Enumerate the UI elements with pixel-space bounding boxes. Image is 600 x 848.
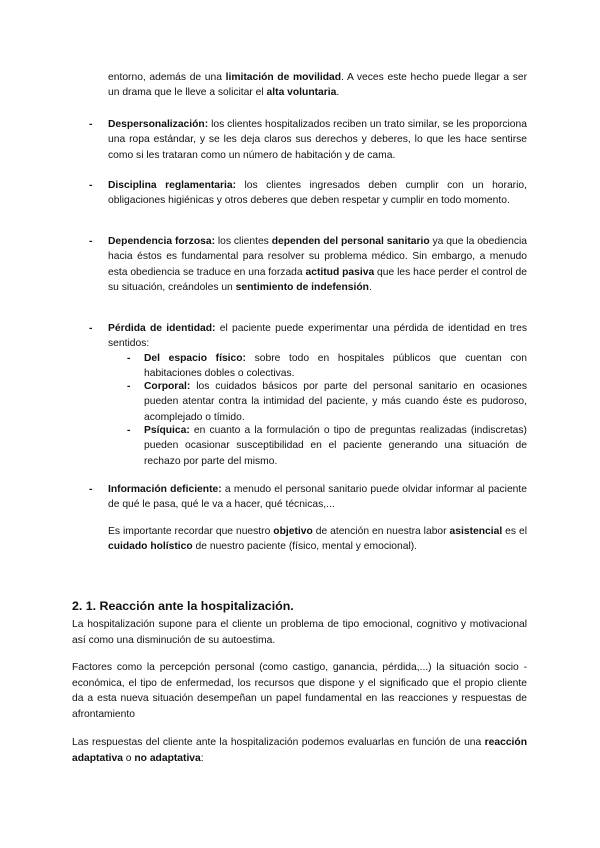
term-label: Del espacio físico: [144,353,246,364]
bullet-marker: - [89,484,93,495]
section-paragraph-2: Factores como la percepción personal (como castigo, ganancia, pérdida,...) la situación socio - económica, el tipo de enfermedad, los recursos que dispone y el significado que el propio cliente da a esta nueva situación desempeñan un papel fundamental en las reacciones y respuestas de afrontamiento [72,662,527,720]
section-paragraph-1: La hospitalización supone para el cliente un problema de tipo emocional, cognitivo y motivacional así como una disminución de su autoestima. [72,619,527,646]
sub-item-espacio-fisico: Del espacio físico: sobre todo en hospitales públicos que cuentan con habitaciones dobles o colectivas. [144,353,527,380]
section-heading: 2. 1. Reacción ante la hospitalización. [72,599,294,613]
item-informacion: Información deficiente: a menudo el personal sanitario puede olvidar informar al paciente de qué le pasa, qué le va a hacer, qué técnicas,... [108,484,528,511]
sub-bullet-marker: - [127,425,131,436]
bullet-marker: - [89,236,93,247]
section-paragraph-3: Las respuestas del cliente ante la hospitalización podemos evaluarlas en función de una reacción adaptativa o no adaptativa: [72,737,527,764]
bullet-marker: - [89,119,93,130]
term-label: Disciplina reglamentaria: [108,180,237,191]
intro-paragraph: entorno, además de una limitación de movilidad. A veces este hecho puede llegar a ser un drama que le lleve a solicitar el alta voluntaria. [108,72,527,99]
objetivo-paragraph: Es importante recordar que nuestro objetivo de atención en nuestra labor asistencial es el cuidado holístico de nuestro paciente (físico, mental y emocional). [108,526,527,553]
item-dependencia: Dependencia forzosa: los clientes dependen del personal sanitario ya que la obediencia hacia éstos es fundamental para resolver su problema médico. Sin embargo, a menudo esta obediencia se traduce en una forzada actitud pasiva que les hace perder el control de su situación, creándoles un sentimiento de indefensión. [108,236,528,293]
term-label: Dependencia forzosa: [108,236,216,247]
item-perdida: Pérdida de identidad: el paciente puede experimentar una pérdida de identidad en tres sentidos: [108,323,527,350]
sub-bullet-marker: - [127,381,131,392]
sub-item-psiquica: Psíquica: en cuanto a la formulación o tipo de preguntas realizadas (indiscretas) pueden ocasionar susceptibilidad en el paciente generando una situación de rechazo por parte del mismo. [144,425,527,467]
term-label: Despersonalización: [108,119,209,130]
term-label: Información deficiente: [108,484,222,495]
bullet-marker: - [89,180,93,191]
item-despersonalizacion: Despersonalización: los clientes hospitalizados reciben un trato similar, se les proporciona una ropa estándar, y se les deja claros sus derechos y deberes, lo que les hace sentirse como si les trataran como un número de habitación y de cama. [108,119,527,161]
bullet-marker: - [89,323,93,334]
item-disciplina: Disciplina reglamentaria: los clientes ingresados deben cumplir con un horario, obligaciones higiénicas y otros deberes que deben respetar y cumplir en todo momento. [108,180,527,207]
sub-bullet-marker: - [127,353,131,364]
term-label: Pérdida de identidad: [108,323,216,334]
term-label: Psíquica: [144,425,190,436]
sub-item-corporal: Corporal: los cuidados básicos por parte del personal sanitario en ocasiones pueden atentar contra la intimidad del paciente, y más cuando éste es pudoroso, acomplejado o tímido. [144,381,527,423]
term-label: Corporal: [144,381,191,392]
